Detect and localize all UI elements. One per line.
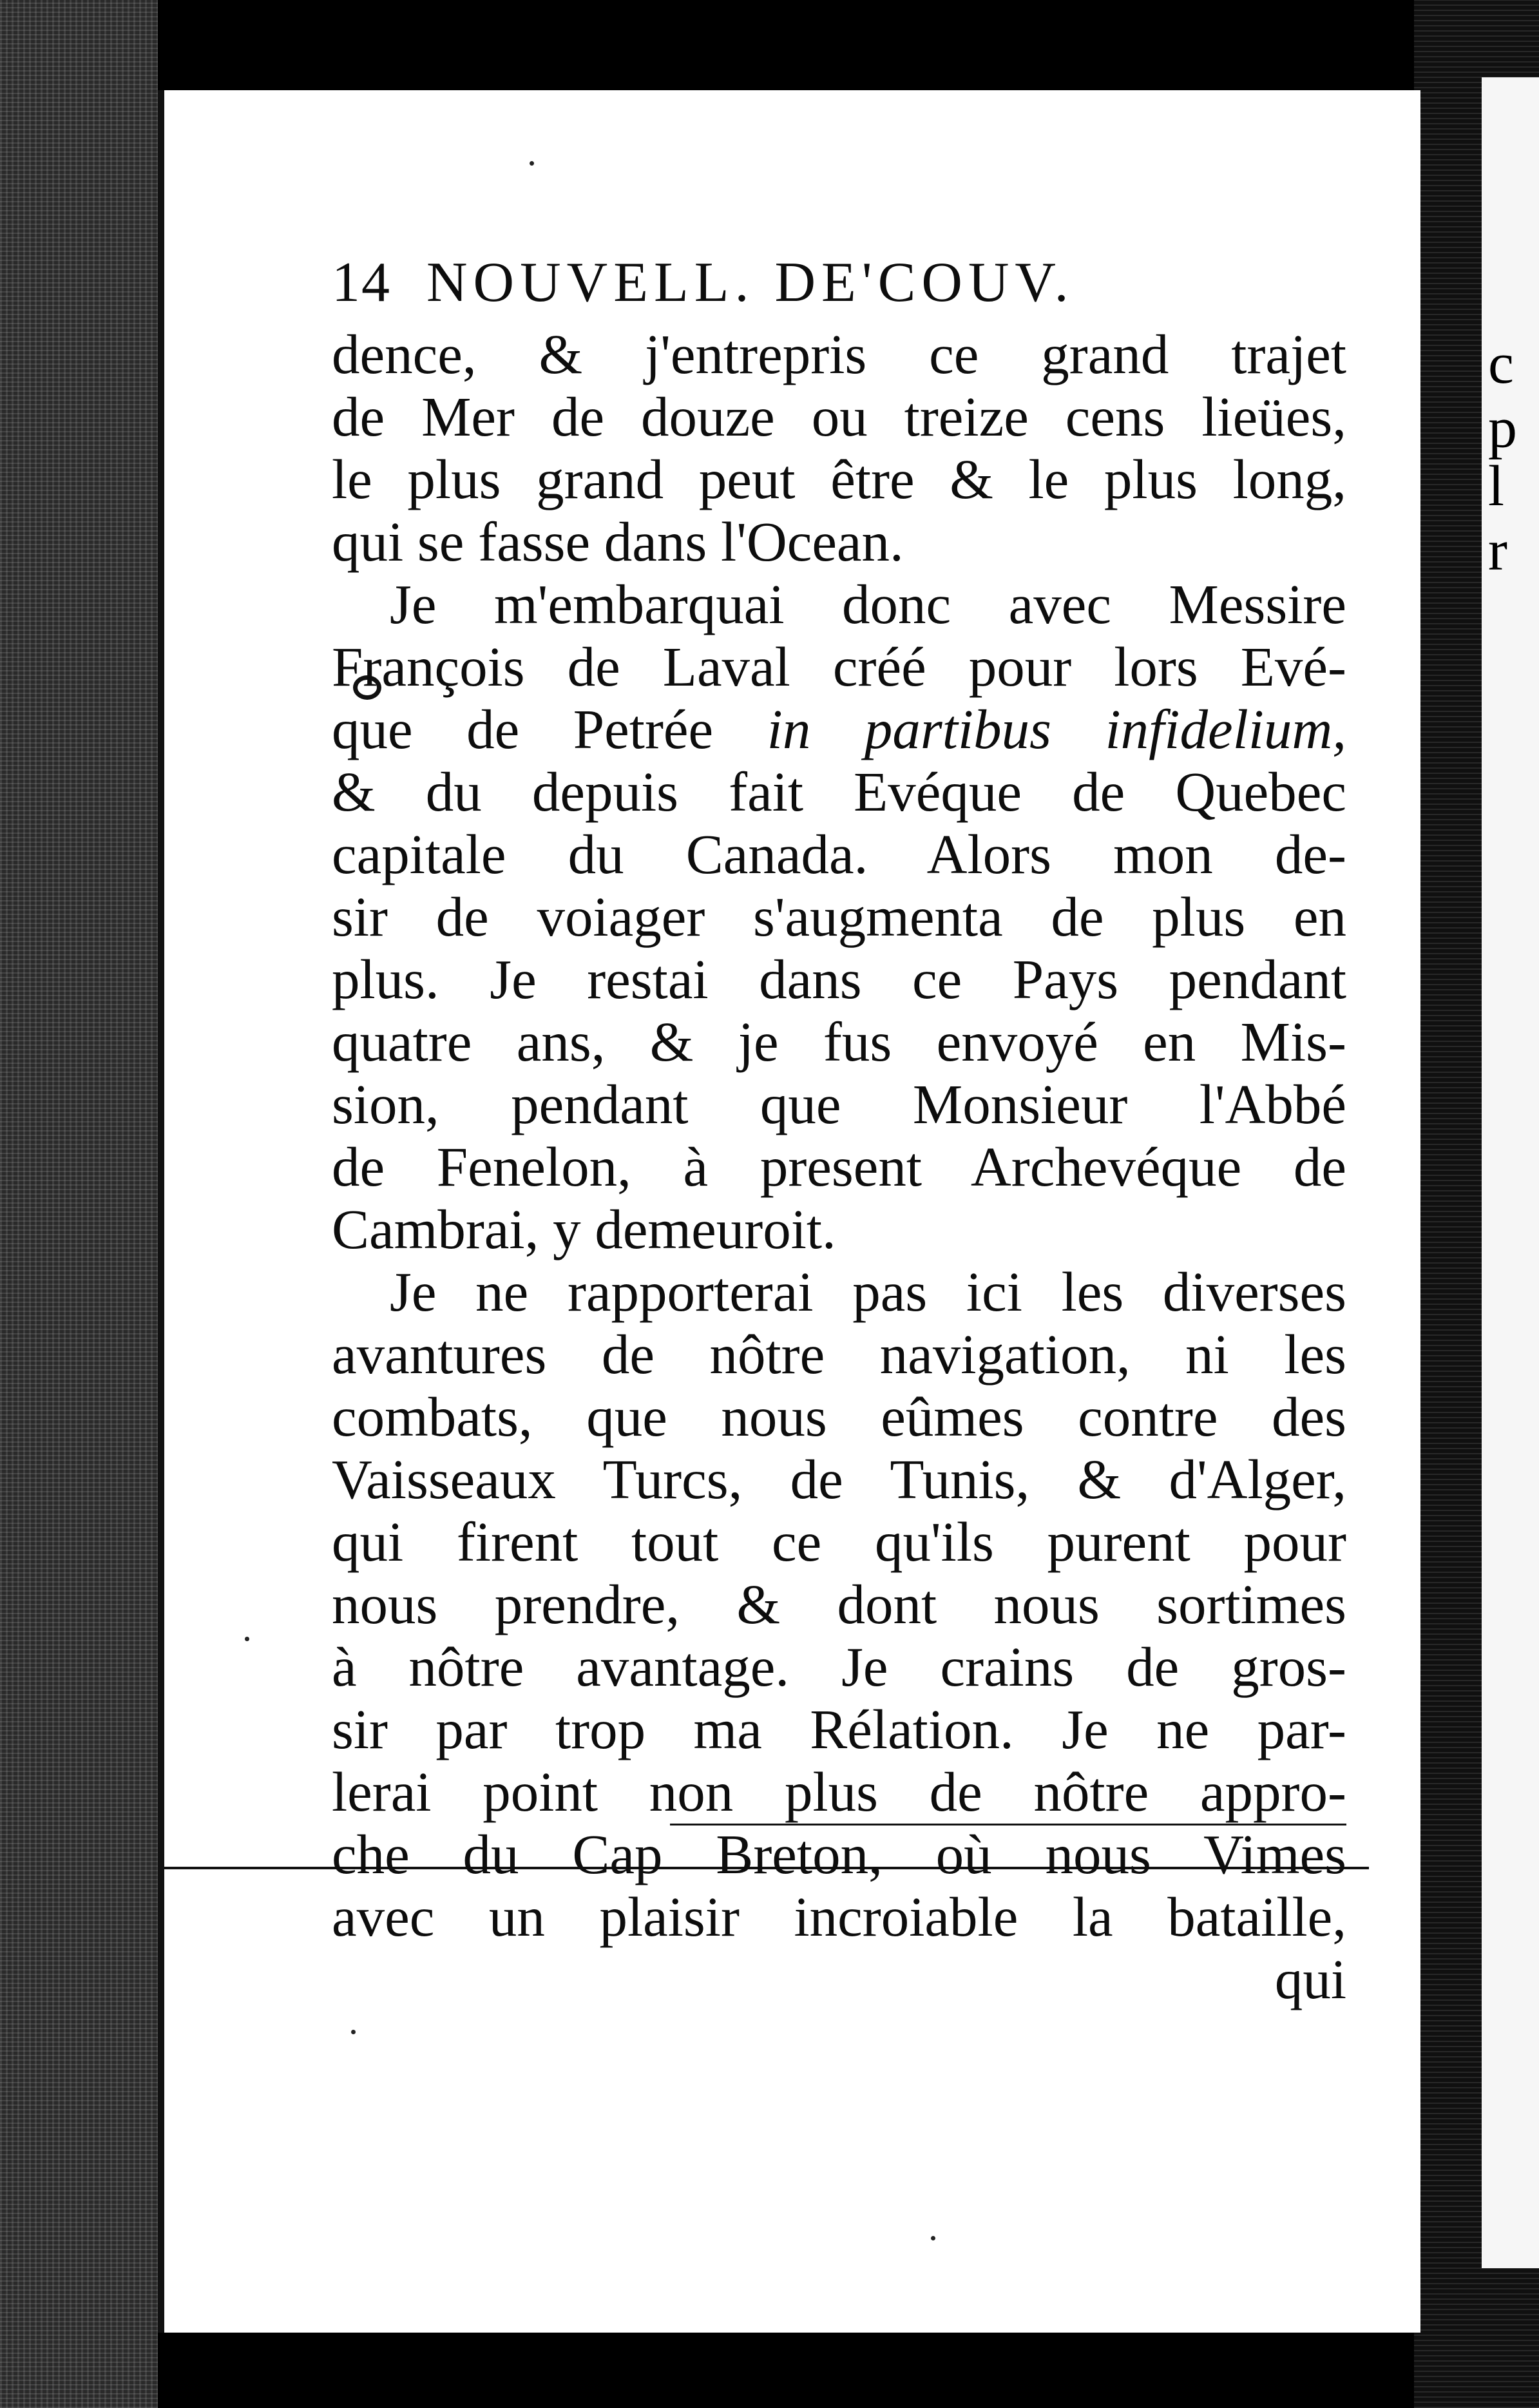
text-line-content: capitale du Canada. Alors mon de- (332, 823, 1346, 885)
text-line (332, 448, 1346, 510)
text-line (332, 1510, 1346, 1573)
next-page-fragment: p (1488, 396, 1517, 460)
speck (351, 2030, 356, 2034)
speck (931, 2236, 935, 2240)
text-line (332, 948, 1346, 1010)
text-line-content: sir de voiager s'augmenta de plus en (332, 885, 1346, 948)
text-line (332, 1385, 1346, 1448)
text-line (332, 1135, 1346, 1198)
text-line (332, 323, 1346, 385)
text-line-content: quatre ans, & je fus envoyé en Mis- (332, 1010, 1346, 1073)
text-line (332, 760, 1346, 823)
text-line (332, 1073, 1346, 1135)
text-line-content: qui se fasse dans l'Ocean. (332, 510, 904, 573)
text-line (332, 635, 1346, 698)
text-line-content: Cambrai, y demeuroit. (332, 1198, 836, 1260)
text-line-content: nous prendre, & dont nous sortimes (332, 1573, 1346, 1635)
text-line-content: combats, que nous eûmes contre des (332, 1385, 1346, 1448)
text-line-content: lerai point non plus de nôtre appro- (332, 1760, 1346, 1823)
text-line (332, 1198, 1346, 1260)
text-line-content: à nôtre avantage. Je crains de gros- (332, 1635, 1346, 1698)
catchword: qui (1274, 1948, 1346, 2010)
text-line-content: sir par trop ma Rélation. Je ne par- (332, 1698, 1346, 1760)
next-page-fragment: r (1488, 519, 1507, 583)
text-line (332, 385, 1346, 448)
text-line-content: qui firent tout ce qu'ils purent pour (332, 1510, 1346, 1573)
text-line (332, 1448, 1346, 1510)
text-line-content: Vaisseaux Turcs, de Tunis, & d'Alger, (332, 1448, 1346, 1510)
text-line-content: & du depuis fait Evéque de Quebec (332, 760, 1346, 823)
text-line (332, 1260, 1346, 1323)
text-line (332, 1573, 1346, 1635)
text-line-content: de Fenelon, à present Archevéque de (332, 1135, 1346, 1198)
text-line-content: che du Cap Breton, où nous Vimes (332, 1823, 1346, 1885)
text-line (332, 1635, 1346, 1698)
text-line-content: de Mer de douze ou treize cens lieües, (332, 385, 1346, 448)
text-line-content: avec un plaisir incroiable la bataille, (332, 1885, 1346, 1948)
text-line-content: dence, & j'entrepris ce grand trajet (332, 323, 1346, 385)
text-line-content: Je ne rapporterai pas ici les diverses (390, 1260, 1346, 1323)
next-page-edge (1482, 77, 1539, 2268)
page-text (332, 251, 1346, 2010)
text-line (332, 885, 1346, 948)
text-line (332, 1760, 1346, 1823)
text-line (332, 1010, 1346, 1073)
text-line-content: Je m'embarquai donc avec Messire (390, 573, 1346, 635)
scan-left-edge (0, 0, 158, 2408)
text-line-content: François de Laval créé pour lors Evé- (332, 635, 1346, 698)
running-title: NOUVELL. DE'COUV. (426, 251, 1075, 314)
text-line (332, 1823, 1346, 1885)
italic-phrase: in partibus infidelium, (767, 698, 1346, 760)
text-line-content: le plus grand peut être & le plus long, (332, 448, 1346, 510)
speck (245, 1637, 249, 1641)
next-page-fragment: c (1488, 332, 1514, 396)
text-line (332, 1698, 1346, 1760)
text-line (332, 823, 1346, 885)
text-line-content: sion, pendant que Monsieur l'Abbé (332, 1073, 1346, 1135)
text-line-content: plus. Je restai dans ce Pays pendant (332, 948, 1346, 1010)
text-line-content: avantures de nôtre navigation, ni les (332, 1323, 1346, 1385)
page-number: 14 (332, 251, 391, 314)
text-line (332, 1885, 1346, 1948)
text-line-content: que de Petrée (332, 698, 767, 760)
text-line (332, 698, 1346, 760)
text-line (332, 573, 1346, 635)
running-header (332, 251, 1346, 314)
text-line (332, 510, 1346, 573)
speck (530, 161, 534, 166)
next-page-fragment: l (1488, 454, 1505, 518)
text-line (332, 1323, 1346, 1385)
body-text (332, 323, 1346, 1948)
